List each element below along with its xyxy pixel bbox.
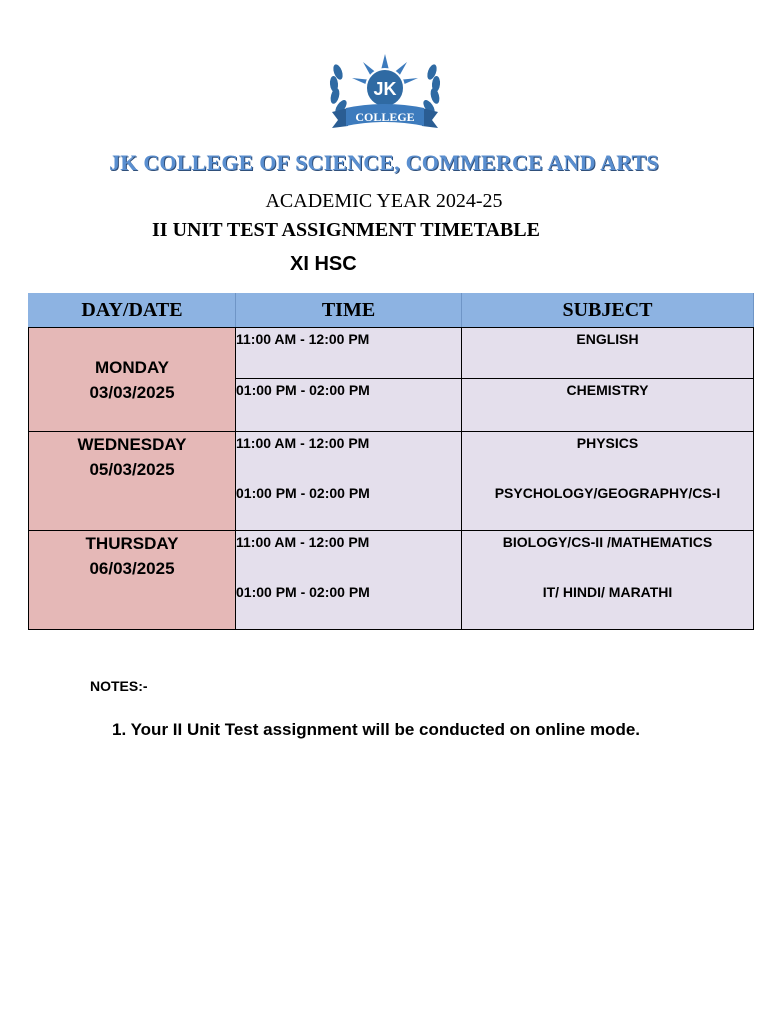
subject-text: IT/ HINDI/ MARATHI [542,584,673,600]
academic-year: ACADEMIC YEAR 2024-25 [265,190,503,212]
day-cell [29,531,236,630]
day-cell [29,328,236,432]
subject-text: PSYCHOLOGY/GEOGRAPHY/CS-I [494,485,721,501]
subject-cell [462,328,754,379]
time-text: 01:00 PM - 02:00 PM [236,382,370,398]
college-logo [318,50,452,132]
note-item: 1. Your II Unit Test assignment will be conducted on online mode. [112,720,641,739]
header-subject: SUBJECT [462,294,754,328]
time-cell [236,531,462,630]
time-cell [236,328,462,379]
day-date: 05/03/2025 [89,460,175,479]
timetable-title: II UNIT TEST ASSIGNMENT TIMETABLE [152,219,540,241]
table-row [29,531,754,630]
subject-cell [462,531,754,630]
time-text: 11:00 AM - 12:00 PM [236,435,370,451]
day-date: 03/03/2025 [89,382,175,402]
time-text: 11:00 AM - 12:00 PM [236,331,370,347]
time-text: 01:00 PM - 02:00 PM [236,485,370,501]
header-day-date: DAY/DATE [29,294,236,328]
table-row [29,432,754,531]
logo-monogram: JK [373,79,397,99]
day-cell [29,432,236,531]
subject-text: BIOLOGY/CS-II /MATHEMATICS [502,534,713,550]
table-row [29,328,754,379]
subject-cell [462,432,754,531]
header-time: TIME [236,294,462,328]
logo-ribbon-text: COLLEGE [355,110,415,124]
time-text: 01:00 PM - 02:00 PM [236,584,370,600]
time-text: 11:00 AM - 12:00 PM [236,534,370,550]
day-name: MONDAY [95,357,169,377]
notes-label: NOTES:- [90,678,148,694]
subject-text: PHYSICS [576,435,639,451]
college-name: JK COLLEGE OF SCIENCE, COMMERCE AND ARTS [109,150,659,175]
class-name: XI HSC [290,253,357,275]
day-date: 06/03/2025 [89,559,175,578]
subject-cell [462,379,754,432]
timetable-header-row [29,294,754,328]
timetable [28,293,754,630]
day-name: WEDNESDAY [77,435,187,454]
time-cell [236,379,462,432]
day-name: THURSDAY [85,534,179,553]
time-cell [236,432,462,531]
subject-text: ENGLISH [576,331,639,347]
subject-text: CHEMISTRY [566,382,649,398]
